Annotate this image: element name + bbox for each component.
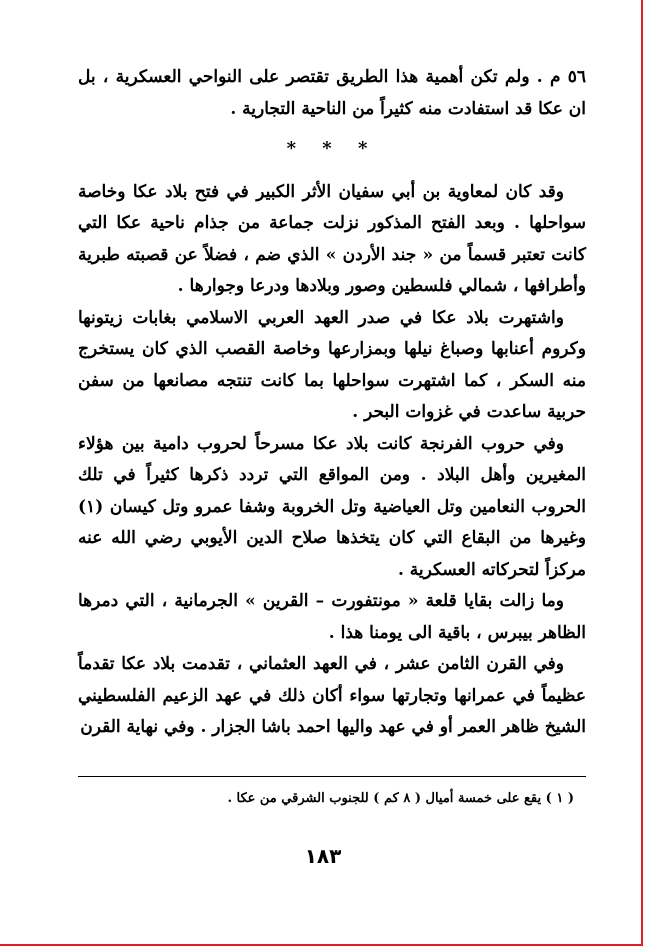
page-body (78, 62, 586, 744)
footnote-area (78, 776, 586, 809)
paragraph-3: واشتهرت بلاد عكا في صدر العهد العربي الاسلامي بغابات زيتونها وكروم أعنابها وصباغ نيلها وبمزارعها وخاصة القصب الذي كان يستخرج منه السكر ، كما اشتهرت سواحلها بما كانت تنتجه مصانعها من سفن حربية ساعدت في غزوات البحر . (78, 307, 586, 422)
paragraph-4: وفي حروب الفرنجة كانت بلاد عكا مسرحاً لحروب دامية بين هؤلاء المغيرين وأهل البلاد . ومن المواقع التي تردد ذكرها كثيراً في تلك الحروب النعامين وتل العياضية وتل الخروبة وشفا عمرو وتل كيسان (١) وغيرها من البقاع التي كان يتخذها صلاح الدين الأيوبي رضي الله عنه مركزاً لتحركاته العسكرية . (78, 433, 586, 580)
paragraph-2: وقد كان لمعاوية بن أبي سفيان الأثر الكبير في فتح بلاد عكا وخاصة سواحلها . وبعد الفتح المذكور نزلت جماعة من جذام ناحية عكا التي كانت تعتبر قسماً من « جند الأردن » الذي ضم ، فضلاً عن قصبته طبرية وأطرافها ، شمالي فلسطين وصور وبلادها ودرعا وجوارها . (78, 181, 586, 296)
paragraph-6: وفي القرن الثامن عشر ، في العهد العثماني ، تقدمت بلاد عكا تقدماً عظيماً في عمرانها وتجارتها سواء أكان ذلك في عهد الزعيم الفلسطيني الشيخ ظاهر العمر أو في عهد واليها احمد باشا الجزار . وفي نهاية القرن (78, 654, 586, 737)
footnote-rule (78, 776, 586, 777)
section-separator: * * * (286, 138, 378, 159)
paragraph-1: ٥٦ م . ولم تكن أهمية هذا الطريق تقتصر على النواحي العسكرية ، بل ان عكا قد استفادت منه كثيراً من الناحية التجارية . (78, 67, 586, 119)
footnote: ( ١ ) يقع على خمسة أميال ( ٨ كم ) للجنوب الشرقي من عكا . (227, 791, 574, 806)
page-number: ١٨٣ (304, 844, 342, 868)
paragraph-5: وما زالت بقايا قلعة « مونتفورت – القرين » الجرمانية ، التي دمرها الظاهر بيبرس ، باقية الى يومنا هذا . (78, 591, 586, 643)
